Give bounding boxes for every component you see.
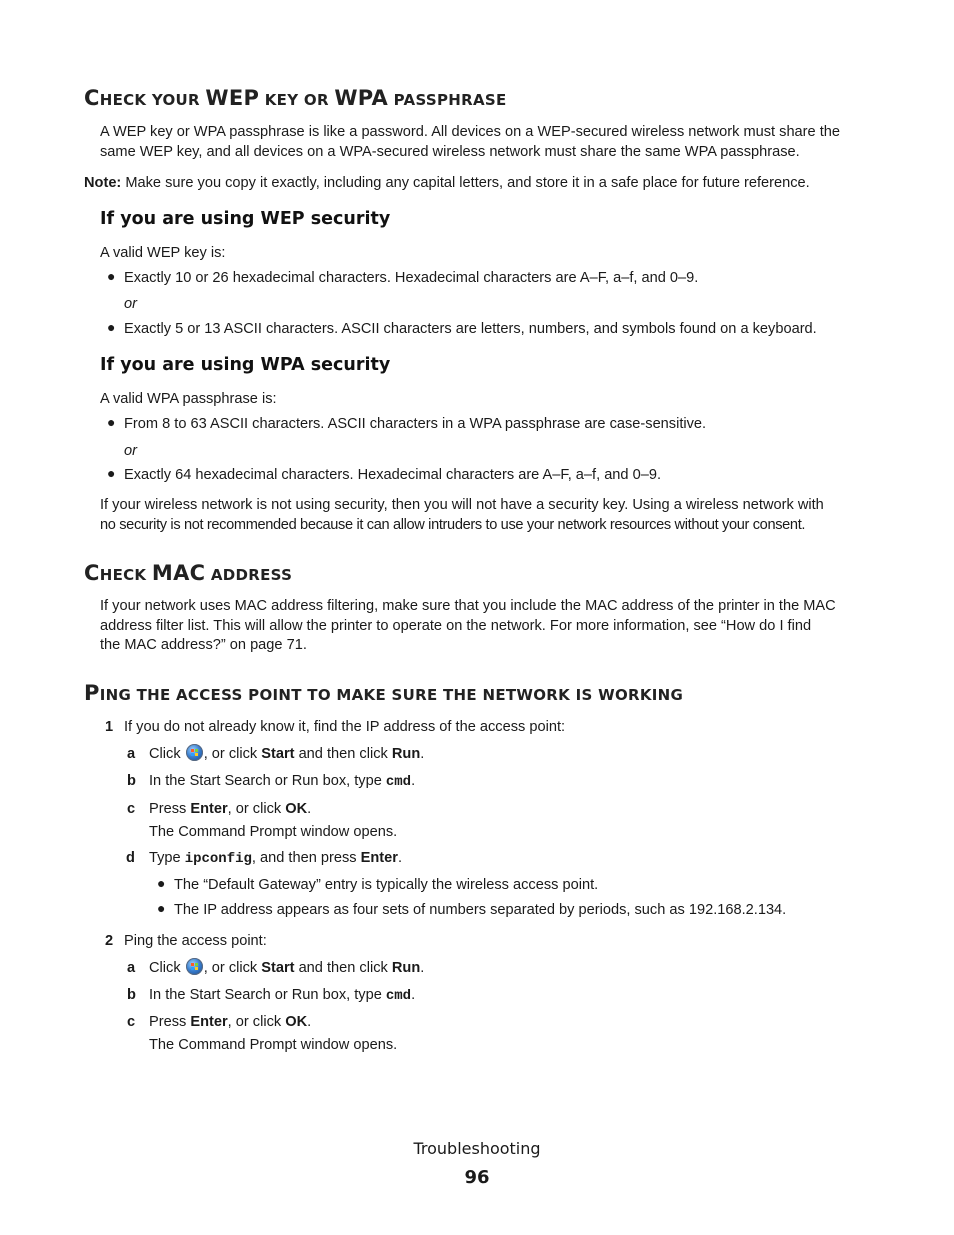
bullet-icon: ● bbox=[107, 414, 116, 430]
heading-ping-access-point: PING THE ACCESS POINT TO MAKE SURE THE NETWORK IS WORKING bbox=[84, 681, 684, 705]
note-label: Note: bbox=[84, 175, 122, 191]
or-label: or bbox=[124, 443, 137, 459]
step-2b-text: In the Start Search or Run box, type cmd. bbox=[149, 987, 416, 1004]
bullet-icon: ● bbox=[157, 875, 166, 891]
mac-line-1: If your network uses MAC address filtering, make sure that you include the MAC address of the printer in the MAC bbox=[100, 598, 836, 614]
windows-start-orb-icon bbox=[186, 958, 203, 975]
step-2c-text: Press Enter, or click OK. bbox=[149, 1014, 312, 1030]
step-2c-result: The Command Prompt window opens. bbox=[149, 1037, 398, 1053]
step-number: 2 bbox=[105, 933, 114, 949]
wpa-bullet-1: From 8 to 63 ASCII characters. ASCII characters in a WPA passphrase are case-sensitive. bbox=[124, 416, 707, 432]
wep-bullet-2: Exactly 5 or 13 ASCII characters. ASCII characters are letters, numbers, and symbols found on a keyboard. bbox=[124, 321, 817, 337]
heading-check-wep-wpa: CHECK YOUR WEP KEY OR WPA PASSPHRASE bbox=[84, 86, 507, 110]
bullet-icon: ● bbox=[107, 465, 116, 481]
bullet-icon: ● bbox=[157, 900, 166, 916]
footer-chapter-title: Troubleshooting bbox=[413, 1139, 541, 1158]
substep-letter: c bbox=[127, 801, 136, 817]
bullet-icon: ● bbox=[107, 268, 116, 284]
substep-letter: a bbox=[127, 960, 136, 976]
step-1d-text: Type ipconfig, and then press Enter. bbox=[149, 850, 403, 867]
substep-letter: d bbox=[126, 850, 135, 866]
subheading-wep-security: If you are using WEP security bbox=[100, 209, 391, 229]
default-gateway-bullet: The “Default Gateway” entry is typically the wireless access point. bbox=[174, 877, 599, 893]
windows-start-orb-icon bbox=[186, 744, 203, 761]
step-2-text: Ping the access point: bbox=[124, 933, 267, 949]
subheading-wpa-security: If you are using WPA security bbox=[100, 355, 391, 375]
step-2a-text: Click , or click Start and then click Run. bbox=[149, 960, 425, 976]
note: Note: Make sure you copy it exactly, including any capital letters, and store it in a safe place for future reference. bbox=[84, 175, 810, 191]
bullet-icon: ● bbox=[107, 319, 116, 335]
substep-letter: b bbox=[127, 987, 136, 1003]
step-1c-text: Press Enter, or click OK. bbox=[149, 801, 312, 817]
or-label: or bbox=[124, 296, 137, 312]
substep-letter: c bbox=[127, 1014, 136, 1030]
wep-valid-label: A valid WEP key is: bbox=[100, 245, 226, 261]
wep-intro-line-2: same WEP key, and all devices on a WPA-secured wireless network must share the same WPA passphrase. bbox=[100, 144, 800, 160]
wpa-bullet-2: Exactly 64 hexadecimal characters. Hexadecimal characters are A–F, a–f, and 0–9. bbox=[124, 467, 662, 483]
wep-intro-line-1: A WEP key or WPA passphrase is like a password. All devices on a WEP-secured wireless network must share the bbox=[100, 124, 840, 140]
step-number: 1 bbox=[105, 719, 114, 735]
ip-address-bullet: The IP address appears as four sets of numbers separated by periods, such as 192.168.2.134. bbox=[174, 902, 787, 918]
step-1c-result: The Command Prompt window opens. bbox=[149, 824, 398, 840]
substep-letter: b bbox=[127, 773, 136, 789]
step-1b-text: In the Start Search or Run box, type cmd. bbox=[149, 773, 416, 790]
no-security-line-2: no security is not recommended because it can allow intruders to use your network resources without your consent. bbox=[100, 517, 806, 533]
wpa-valid-label: A valid WPA passphrase is: bbox=[100, 391, 277, 407]
mac-line-3: the MAC address?” on page 71. bbox=[100, 637, 307, 653]
wep-bullet-1: Exactly 10 or 26 hexadecimal characters. Hexadecimal characters are A–F, a–f, and 0–9. bbox=[124, 270, 699, 286]
substep-letter: a bbox=[127, 746, 136, 762]
page-number: 96 bbox=[464, 1167, 490, 1188]
no-security-line-1: If your wireless network is not using security, then you will not have a security key. Using a wireless network with bbox=[100, 497, 824, 513]
heading-check-mac: CHECK MAC ADDRESS bbox=[84, 561, 293, 585]
step-1-text: If you do not already know it, find the IP address of the access point: bbox=[124, 719, 566, 735]
mac-line-2: address filter list. This will allow the printer to operate on the network. For more information, see “How do I find bbox=[100, 618, 812, 634]
step-1a-text: Click , or click Start and then click Run. bbox=[149, 746, 425, 762]
